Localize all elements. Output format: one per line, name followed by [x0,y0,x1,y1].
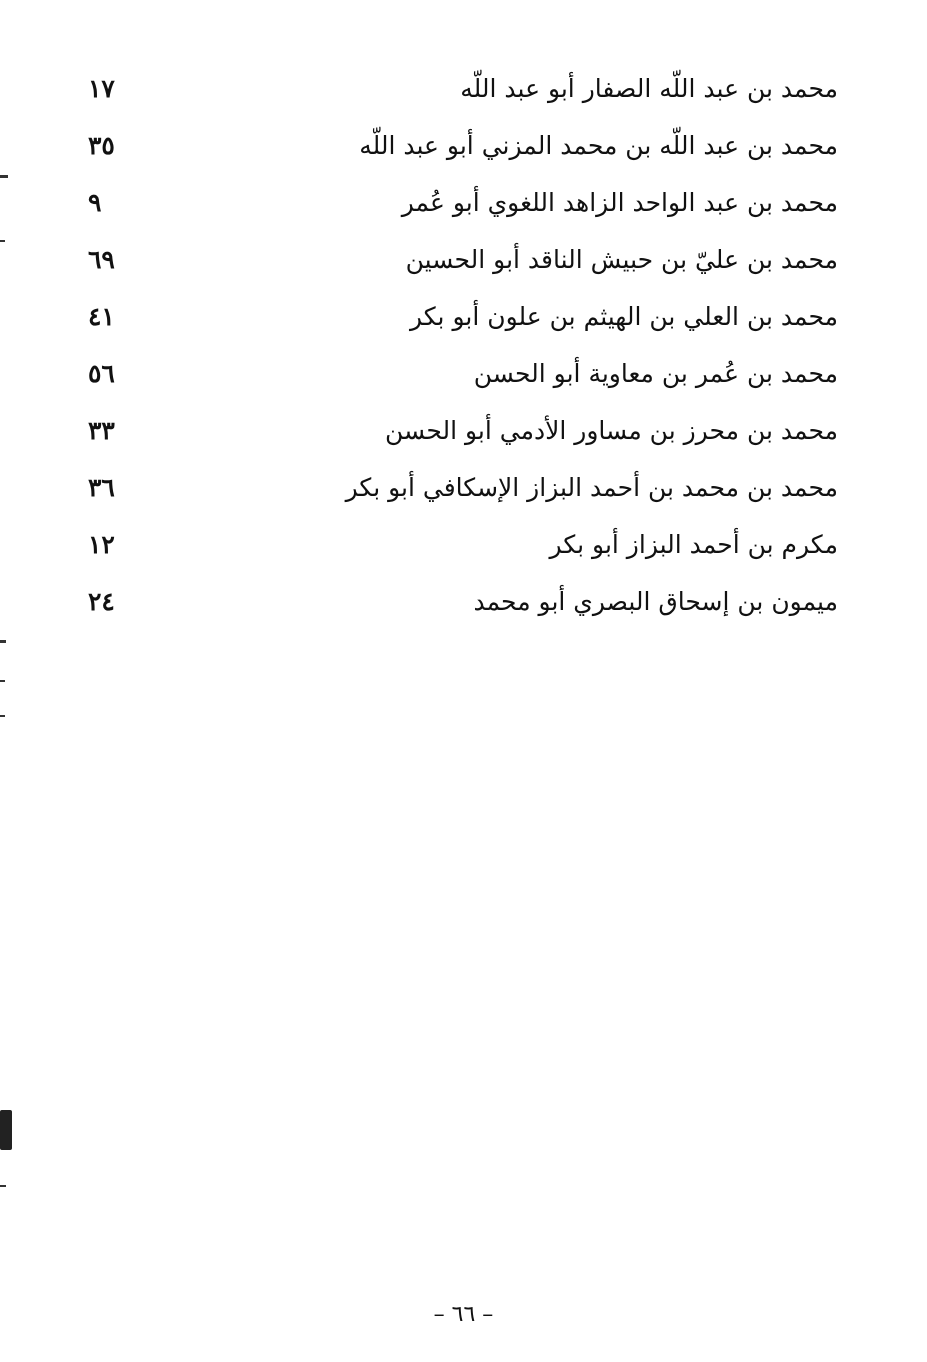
entry-page-number: ٣٣ [88,416,115,445]
entry-name: محمد بن العلي بن الهيثم بن علون أبو بكر [409,302,838,331]
scan-margin-mark [0,640,6,643]
entry-name: محمد بن عبد اللّه بن محمد المزني أبو عبد اللّه [359,131,838,160]
entry-name: محمد بن عبد الواحد الزاهد اللغوي أبو عُمر [401,188,838,217]
scan-margin-mark [0,1110,12,1150]
entry-page-number: ٢٤ [88,587,115,616]
entry-name: محمد بن عليّ بن حبيش الناقد أبو الحسين [405,245,838,274]
entry-name: محمد بن محرز بن مساور الأدمي أبو الحسن [385,416,838,445]
entry-page-number: ١٧ [88,74,115,103]
index-entry [88,231,838,288]
entry-name: محمد بن عبد اللّه الصفار أبو عبد اللّه [460,74,838,103]
entry-name: مكرم بن أحمد البزاز أبو بكر [549,530,838,559]
entry-page-number: ١٢ [88,530,115,559]
scan-margin-mark [0,715,5,717]
entry-page-number: ٣٦ [88,473,115,502]
index-entry [88,345,838,402]
entry-page-number: ٤١ [88,302,115,331]
scan-margin-mark [0,1185,6,1187]
scan-margin-mark [0,175,8,178]
entry-name: ميمون بن إسحاق البصري أبو محمد [473,587,838,616]
index-list [88,60,838,630]
index-entry [88,573,838,630]
scan-margin-mark [0,240,5,242]
index-entry [88,516,838,573]
index-entry [88,117,838,174]
index-entry [88,60,838,117]
index-entry [88,402,838,459]
entry-name: محمد بن عُمر بن معاوية أبو الحسن [473,359,838,388]
entry-page-number: ٦٩ [88,245,115,274]
index-entry [88,174,838,231]
scan-margin-mark [0,680,5,682]
entry-page-number: ٣٥ [88,131,115,160]
index-entry [88,288,838,345]
entry-name: محمد بن محمد بن أحمد البزاز الإسكافي أبو بكر [345,473,838,502]
entry-page-number: ٩ [88,188,102,217]
index-entry [88,459,838,516]
entry-page-number: ٥٦ [88,359,115,388]
page-number-footer: – ٦٦ – [433,1302,494,1327]
